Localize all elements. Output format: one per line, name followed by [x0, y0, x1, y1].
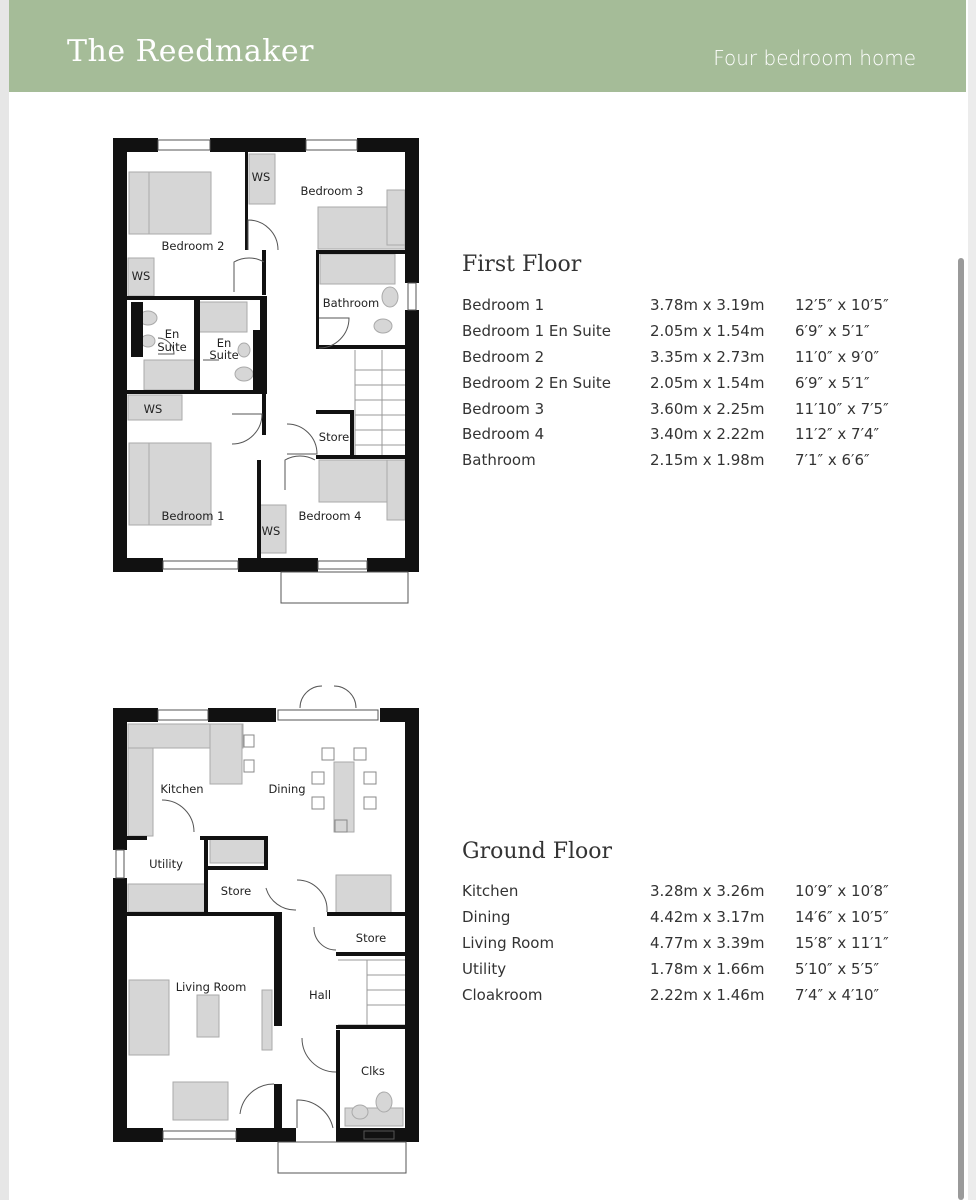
page-title: The Reedmaker — [67, 34, 315, 69]
room-imperial: 14′6″ x 10′5″ — [795, 907, 889, 926]
room-metric: 2.05m x 1.54m — [650, 321, 765, 340]
room-imperial: 7′4″ x 4′10″ — [795, 985, 880, 1004]
room-imperial: 11′0″ x 9′0″ — [795, 347, 880, 366]
room-metric: 2.05m x 1.54m — [650, 373, 765, 392]
plan-label-living-room: Living Room — [175, 980, 247, 994]
room-row — [462, 318, 925, 344]
room-name: Cloakroom — [462, 985, 543, 1004]
room-metric: 3.78m x 3.19m — [650, 295, 765, 314]
plan-label-store: Store — [355, 931, 387, 945]
room-metric: 3.35m x 2.73m — [650, 347, 765, 366]
plan-label-dining: Dining — [268, 782, 306, 796]
plan-label-suite: Suite — [157, 340, 187, 354]
header-banner — [9, 0, 966, 92]
plan-label-ws: WS — [131, 269, 151, 283]
first-floor-room-table — [462, 292, 925, 473]
room-row — [462, 956, 925, 982]
room-row — [462, 396, 925, 422]
room-imperial: 6′9″ x 5′1″ — [795, 321, 870, 340]
room-metric: 3.40m x 2.22m — [650, 425, 765, 444]
plan-label-ws: WS — [143, 402, 163, 416]
plan-label-bedroom-4: Bedroom 4 — [298, 509, 362, 523]
room-imperial: 7′1″ x 6′6″ — [795, 451, 870, 470]
room-name: Bedroom 1 En Suite — [462, 321, 611, 340]
room-name: Bathroom — [462, 451, 536, 470]
plan-label-bedroom-2: Bedroom 2 — [161, 239, 225, 253]
room-row — [462, 292, 925, 318]
room-imperial: 11′2″ x 7′4″ — [795, 425, 880, 444]
plan-label-ws: WS — [251, 170, 271, 184]
room-metric: 3.60m x 2.25m — [650, 399, 765, 418]
room-row — [462, 344, 925, 370]
room-name: Bedroom 2 En Suite — [462, 373, 611, 392]
room-row — [462, 878, 925, 904]
plan-label-bedroom-3: Bedroom 3 — [300, 184, 364, 198]
plan-label-bathroom: Bathroom — [322, 296, 380, 310]
room-row — [462, 904, 925, 930]
room-metric: 4.77m x 3.39m — [650, 933, 765, 952]
first-floor-heading: First Floor — [462, 252, 582, 277]
ground-floor-plan — [110, 678, 425, 1178]
room-name: Dining — [462, 907, 511, 926]
room-metric: 3.28m x 3.26m — [650, 881, 765, 900]
room-metric: 2.22m x 1.46m — [650, 985, 765, 1004]
room-metric: 4.42m x 3.17m — [650, 907, 765, 926]
room-name: Living Room — [462, 933, 555, 952]
room-imperial: 11′10″ x 7′5″ — [795, 399, 889, 418]
page-edge-right — [968, 0, 976, 1200]
plan-label-store: Store — [220, 884, 252, 898]
plan-label-store: Store — [318, 430, 350, 444]
room-row — [462, 982, 925, 1008]
plan-label-bedroom-1: Bedroom 1 — [161, 509, 225, 523]
scrollbar[interactable] — [958, 258, 964, 1200]
room-row — [462, 370, 925, 396]
ground-floor-heading: Ground Floor — [462, 839, 613, 864]
plan-label-en: En — [216, 336, 232, 350]
plan-label-utility: Utility — [149, 857, 183, 871]
room-imperial: 6′9″ x 5′1″ — [795, 373, 870, 392]
ground-floor-stairs — [338, 960, 405, 1025]
plan-label-ws: WS — [261, 524, 281, 538]
room-imperial: 5′10″ x 5′5″ — [795, 959, 880, 978]
room-imperial: 10′9″ x 10′8″ — [795, 881, 889, 900]
room-name: Bedroom 1 — [462, 295, 545, 314]
plan-label-en: En — [164, 327, 180, 341]
room-name: Bedroom 3 — [462, 399, 545, 418]
room-imperial: 15′8″ x 11′1″ — [795, 933, 889, 952]
ground-floor-room-table — [462, 878, 925, 1007]
room-row — [462, 447, 925, 473]
room-row — [462, 930, 925, 956]
room-name: Kitchen — [462, 881, 519, 900]
plan-label-kitchen: Kitchen — [160, 782, 204, 796]
first-floor-plan — [110, 135, 425, 610]
room-metric: 2.15m x 1.98m — [650, 451, 765, 470]
room-name: Bedroom 4 — [462, 425, 545, 444]
room-name: Utility — [462, 959, 507, 978]
plan-label-clks: Clks — [361, 1064, 385, 1078]
room-row — [462, 421, 925, 447]
page-subtitle: Four bedroom home — [713, 46, 916, 70]
room-name: Bedroom 2 — [462, 347, 545, 366]
page-edge-left — [0, 0, 9, 1200]
room-imperial: 12′5″ x 10′5″ — [795, 295, 889, 314]
room-metric: 1.78m x 1.66m — [650, 959, 765, 978]
plan-label-suite: Suite — [209, 348, 239, 362]
first-floor-stairs — [355, 350, 405, 457]
plan-label-hall: Hall — [308, 988, 332, 1002]
